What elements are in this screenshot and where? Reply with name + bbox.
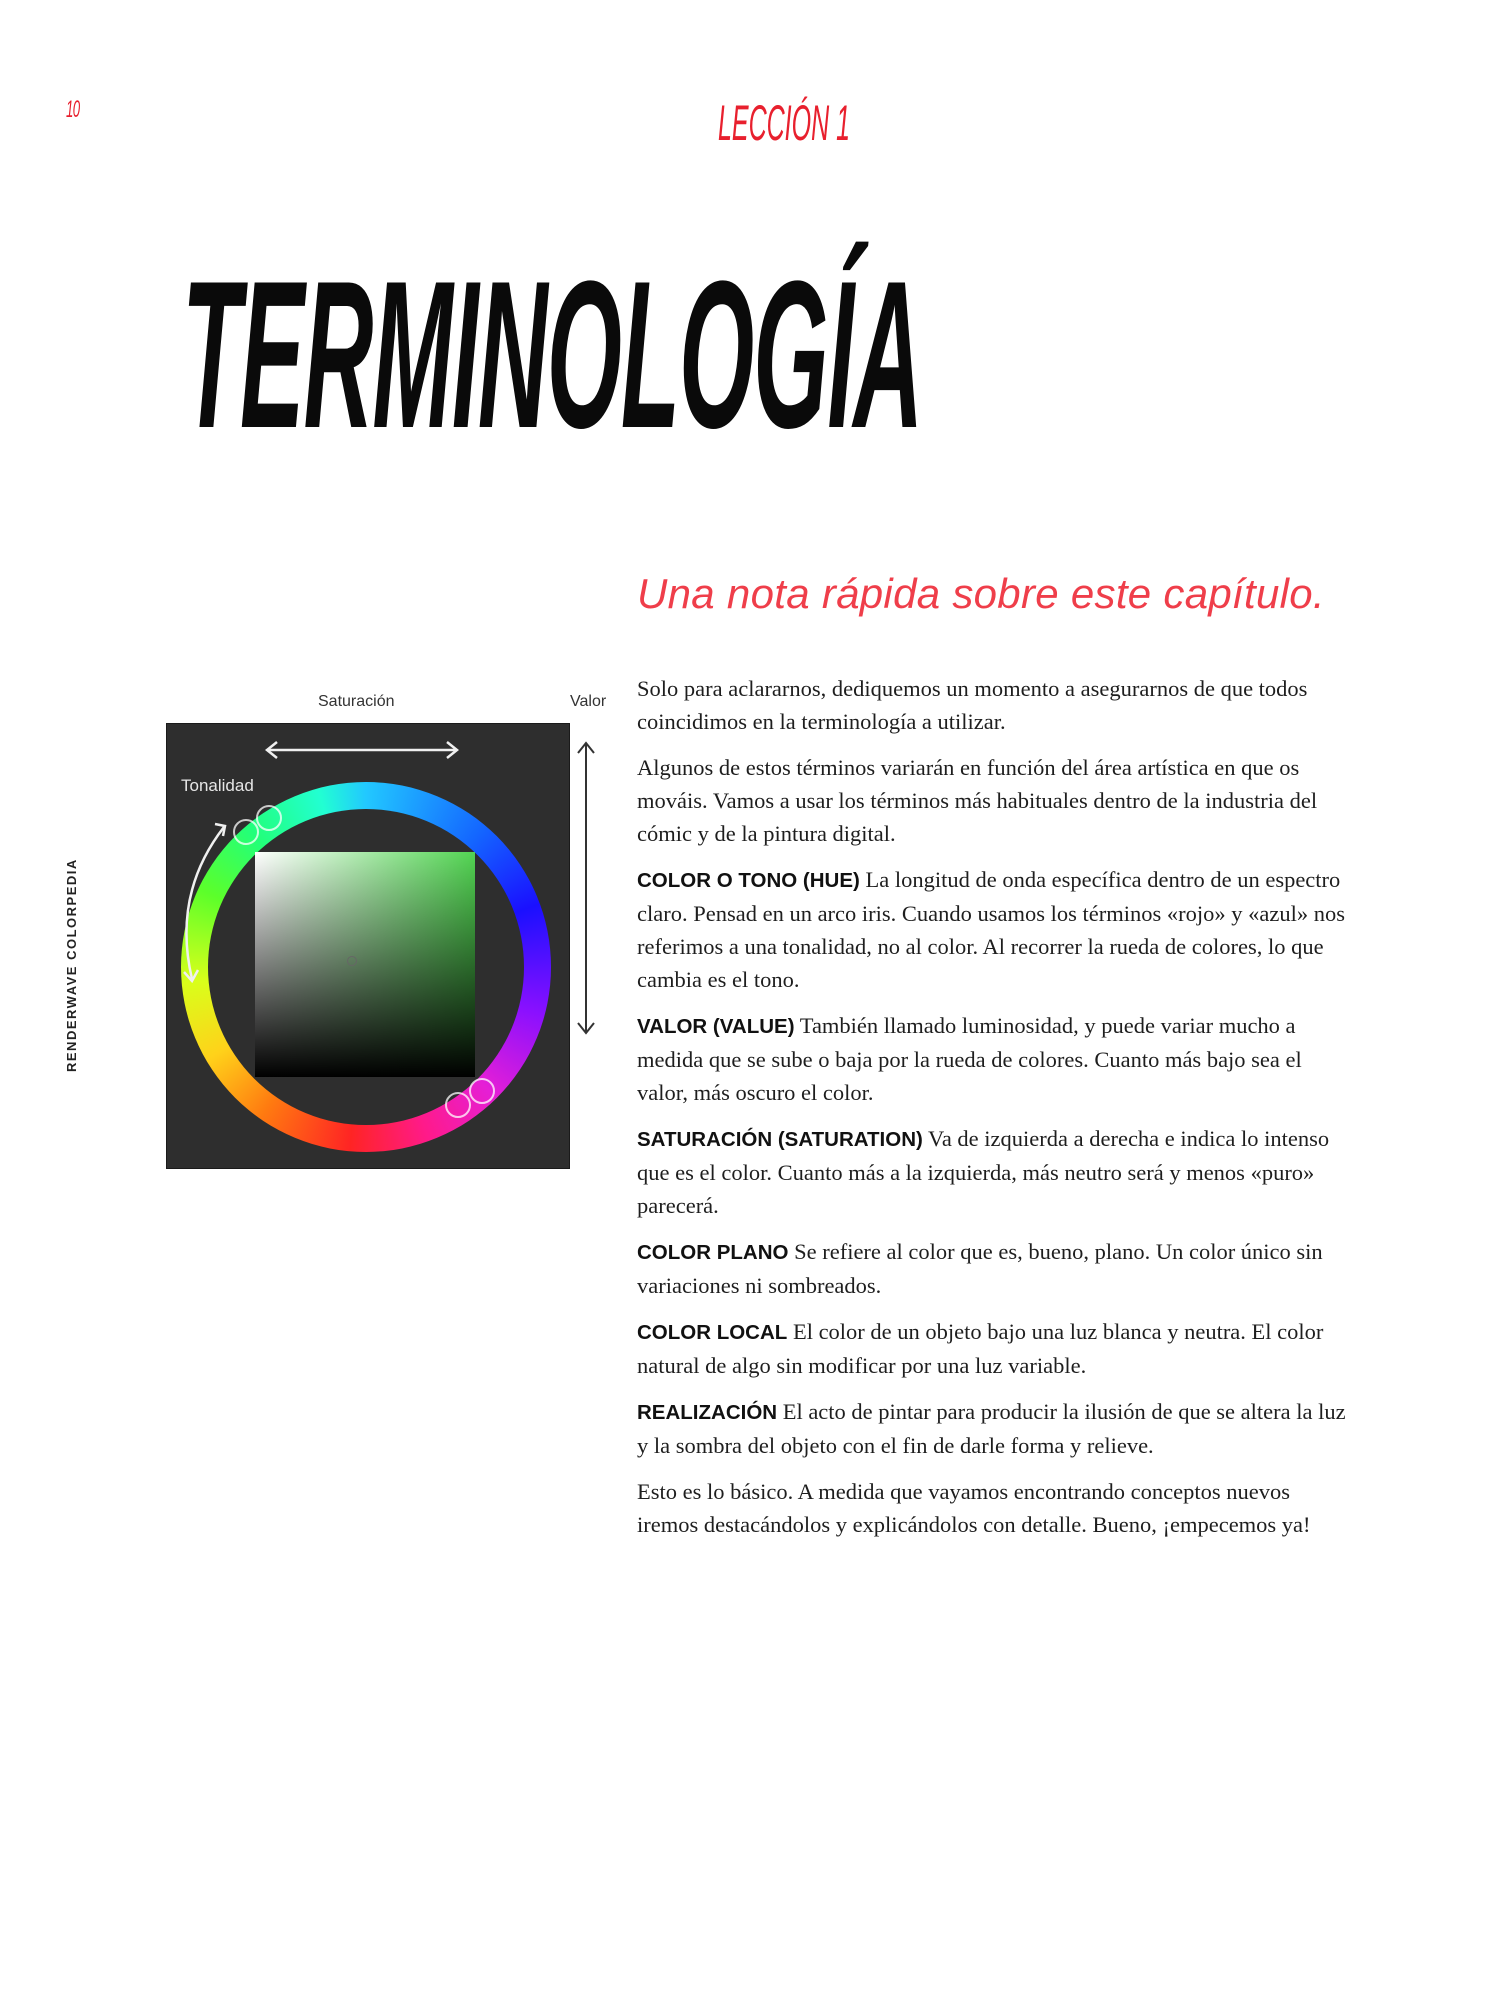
definition-local-color xyxy=(637,1315,1353,1382)
term-definition: Va de izquierda a derecha e indica lo intenso que es el color. Cuanto más a la izquierda, más neutro será y menos «puro» parecerá. xyxy=(637,1126,1330,1218)
definition-hue xyxy=(637,863,1353,996)
lesson-label: LECCIÓN 1 xyxy=(718,95,850,151)
term-definition: Se refiere al color que es, bueno, plano. Un color único sin variaciones ni sombreados. xyxy=(637,1239,1323,1298)
value-label: Valor xyxy=(570,693,607,710)
side-publication-label: RENDERWAVE COLORPEDIA xyxy=(64,858,79,1072)
term-definition: El acto de pintar para producir la ilusión de que se altera la luz y la sombra del objeto con el fin de darle forma y relieve. xyxy=(637,1399,1346,1458)
intro-paragraph-1: Solo para aclararnos, dediquemos un momento a asegurarnos de que todos coincidimos en la terminología a utilizar. xyxy=(637,676,1308,734)
saturation-arrow-icon xyxy=(267,742,457,758)
intro-paragraph-2: Algunos de estos términos variarán en función del área artística en que os mováis. Vamos a usar los términos más habituales dentro de la industria del cómic y de la pintura digital. xyxy=(637,755,1318,846)
term-label: COLOR LOCAL xyxy=(637,1321,788,1344)
color-picker-figure xyxy=(160,685,620,1170)
definition-flat-color xyxy=(637,1235,1353,1302)
closing-paragraph: Esto es lo básico. A medida que vayamos encontrando conceptos nuevos iremos destacándolos y explicándolos con detalle. Bueno, ¡empecemos ya! xyxy=(637,1479,1311,1537)
color-picker-panel xyxy=(166,723,570,1169)
saturation-label: Saturación xyxy=(318,693,395,710)
definition-saturation xyxy=(637,1122,1353,1222)
term-definition: La longitud de onda específica dentro de un espectro claro. Pensad en un arco iris. Cuando usamos los términos «rojo» y «azul» nos referimos a una tonalidad, no al color. Al recorrer la rueda de colores, lo que cambia es el tono. xyxy=(637,867,1346,992)
page-number: 10 xyxy=(66,96,80,123)
term-label: SATURACIÓN (SATURATION) xyxy=(637,1128,923,1151)
definition-rendering xyxy=(637,1395,1353,1462)
page-title: TERMINOLOGÍA xyxy=(182,237,923,472)
term-definition: También llamado luminosidad, y puede variar mucho a medida que se sube o baja por la rueda de colores. Cuanto más bajo sea el valor, más oscuro el color. xyxy=(637,1013,1302,1105)
hue-label: Tonalidad xyxy=(181,776,254,795)
term-label: REALIZACIÓN xyxy=(637,1401,778,1424)
value-arrow-icon xyxy=(570,723,610,1043)
definition-value xyxy=(637,1009,1353,1109)
hue-arrow-icon xyxy=(184,824,225,981)
term-label: COLOR PLANO xyxy=(637,1241,789,1264)
term-label: VALOR (VALUE) xyxy=(637,1015,795,1038)
body-text xyxy=(637,672,1353,1554)
term-label: COLOR O TONO (HUE) xyxy=(637,869,860,892)
section-subtitle: Una nota rápida sobre este capítulo. xyxy=(637,570,1325,617)
figure-arrows xyxy=(167,724,569,1168)
term-definition: El color de un objeto bajo una luz blanca y neutra. El color natural de algo sin modificar por una luz variable. xyxy=(637,1319,1324,1378)
